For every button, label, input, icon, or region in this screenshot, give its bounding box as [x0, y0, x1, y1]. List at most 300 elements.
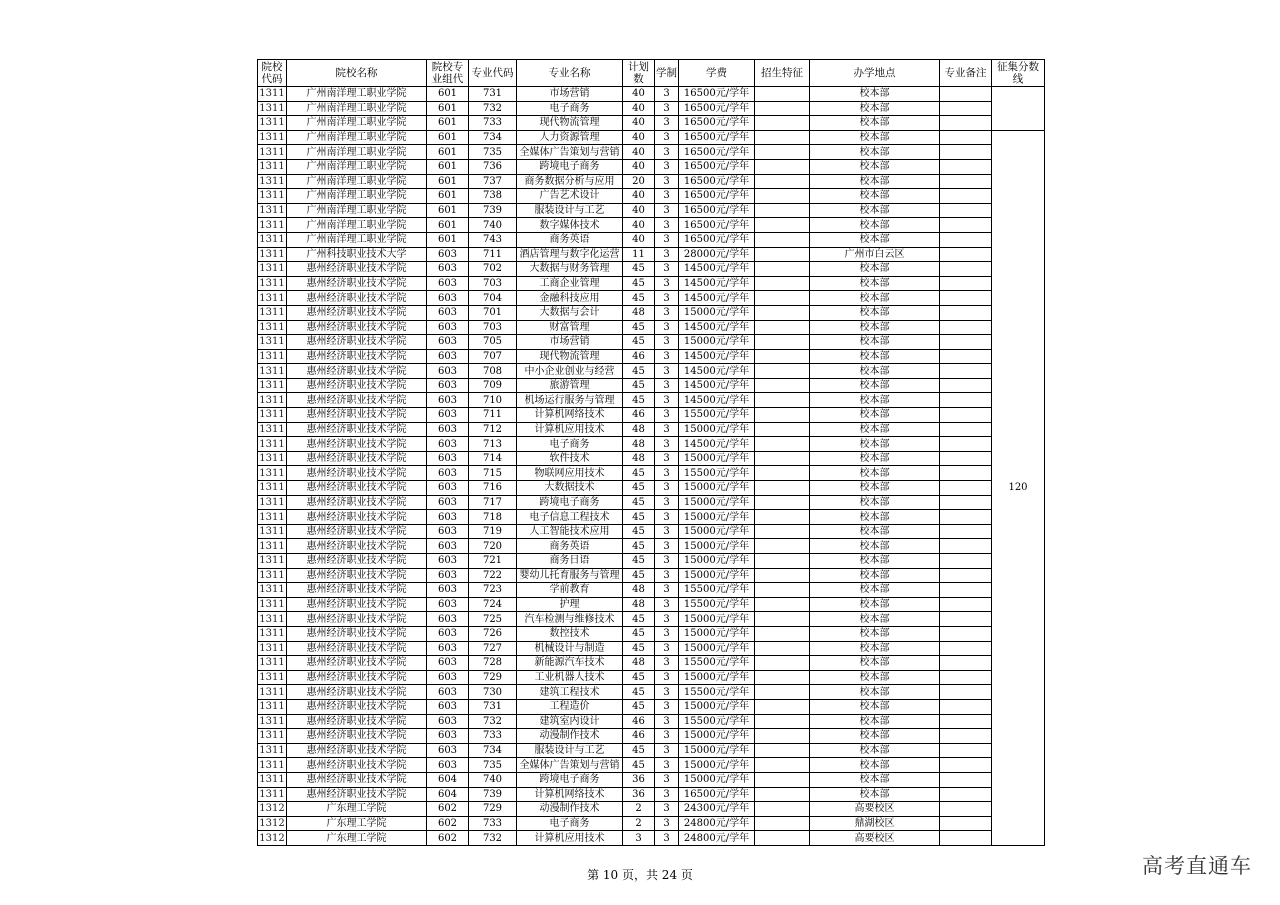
major-note-cell [940, 466, 992, 481]
major-code-cell: 722 [469, 568, 517, 583]
major-name-cell: 全媒体广告策划与营销 [517, 758, 623, 773]
major-name-cell: 数控技术 [517, 626, 623, 641]
duration-cell: 3 [655, 305, 679, 320]
school-name-cell: 广州科技职业技术大学 [287, 247, 427, 262]
group-code-cell: 603 [427, 612, 469, 627]
plan-count-cell: 3 [623, 831, 655, 846]
major-note-cell [940, 802, 992, 817]
major-code-cell: 711 [469, 247, 517, 262]
campus-cell: 校本部 [810, 378, 940, 393]
school-code-cell: 1311 [259, 686, 285, 698]
major-note-cell [940, 568, 992, 583]
enroll-feature-cell [755, 130, 810, 145]
table-row [258, 320, 1045, 335]
tuition-cell: 15000元/学年 [679, 335, 755, 350]
major-note-cell [940, 758, 992, 773]
campus-cell: 校本部 [810, 291, 940, 306]
major-name-cell: 机械设计与制造 [517, 641, 623, 656]
tuition-cell: 16500元/学年 [679, 130, 755, 145]
group-code-cell: 603 [427, 510, 469, 525]
school-code-cell: 1311 [259, 132, 285, 144]
major-name-cell: 工商企业管理 [517, 276, 623, 291]
campus-cell: 校本部 [810, 335, 940, 350]
table-row [258, 101, 1045, 116]
duration-cell: 3 [655, 510, 679, 525]
campus-cell: 校本部 [810, 87, 940, 102]
major-code-cell: 729 [469, 802, 517, 817]
duration-cell: 3 [655, 378, 679, 393]
school-code-cell: 1311 [259, 788, 285, 800]
table-row [258, 130, 1045, 145]
plan-count-cell: 45 [623, 495, 655, 510]
school-name-cell: 惠州经济职业技术学院 [287, 408, 427, 423]
major-code-cell: 709 [469, 378, 517, 393]
duration-cell: 3 [655, 247, 679, 262]
table-row [258, 510, 1045, 525]
school-code-cell: 1311 [259, 438, 285, 450]
tuition-cell: 15000元/学年 [679, 641, 755, 656]
plan-count-cell: 40 [623, 203, 655, 218]
major-name-cell: 财富管理 [517, 320, 623, 335]
campus-cell: 校本部 [810, 364, 940, 379]
major-code-cell: 736 [469, 159, 517, 174]
school-code-cell: 1312 [259, 817, 285, 829]
group-code-cell: 603 [427, 568, 469, 583]
enroll-feature-cell [755, 408, 810, 423]
school-code-cell: 1311 [259, 380, 285, 392]
enroll-feature-cell [755, 276, 810, 291]
major-code-cell: 705 [469, 335, 517, 350]
enroll-feature-cell [755, 349, 810, 364]
major-note-cell [940, 641, 992, 656]
plan-count-cell: 40 [623, 101, 655, 116]
campus-cell: 校本部 [810, 203, 940, 218]
group-code-cell: 601 [427, 130, 469, 145]
school-name-cell: 广州南洋理工职业学院 [287, 145, 427, 160]
group-code-cell: 603 [427, 466, 469, 481]
major-note-cell [940, 364, 992, 379]
school-code-cell: 1311 [259, 394, 285, 406]
major-name-cell: 动漫制作技术 [517, 729, 623, 744]
campus-cell: 校本部 [810, 539, 940, 554]
major-code-cell: 717 [469, 495, 517, 510]
enroll-feature-cell [755, 758, 810, 773]
school-code-cell: 1311 [259, 628, 285, 640]
enroll-feature-cell [755, 101, 810, 116]
campus-cell: 广州市白云区 [810, 247, 940, 262]
group-code-cell: 601 [427, 87, 469, 102]
campus-cell: 校本部 [810, 116, 940, 131]
major-code-cell: 726 [469, 626, 517, 641]
plan-count-cell: 40 [623, 218, 655, 233]
column-header: 专业代码 [469, 60, 517, 87]
campus-cell: 校本部 [810, 393, 940, 408]
major-note-cell [940, 159, 992, 174]
major-name-cell: 商务英语 [517, 539, 623, 554]
duration-cell: 3 [655, 641, 679, 656]
duration-cell: 3 [655, 349, 679, 364]
tuition-cell: 15000元/学年 [679, 451, 755, 466]
enroll-feature-cell [755, 247, 810, 262]
major-code-cell: 733 [469, 116, 517, 131]
school-code-cell: 1311 [259, 482, 285, 494]
group-code-cell: 603 [427, 583, 469, 598]
tuition-cell: 24800元/学年 [679, 816, 755, 831]
group-code-cell: 601 [427, 189, 469, 204]
major-note-cell [940, 524, 992, 539]
duration-cell: 3 [655, 87, 679, 102]
major-note-cell [940, 203, 992, 218]
table-row [258, 189, 1045, 204]
plan-count-cell: 40 [623, 87, 655, 102]
enroll-feature-cell [755, 481, 810, 496]
school-name-cell: 惠州经济职业技术学院 [287, 466, 427, 481]
duration-cell: 3 [655, 524, 679, 539]
page-number: 第 10 页，共 24 页 [587, 868, 693, 882]
school-name-cell: 惠州经济职业技术学院 [287, 699, 427, 714]
major-note-cell [940, 583, 992, 598]
school-name-cell: 惠州经济职业技术学院 [287, 626, 427, 641]
table-row [258, 743, 1045, 758]
school-name-cell: 惠州经济职业技术学院 [287, 481, 427, 496]
major-note-cell [940, 218, 992, 233]
major-name-cell: 新能源汽车技术 [517, 656, 623, 671]
major-code-cell: 725 [469, 612, 517, 627]
table-row [258, 422, 1045, 437]
major-code-cell: 737 [469, 174, 517, 189]
school-name-cell: 广州南洋理工职业学院 [287, 101, 427, 116]
tuition-cell: 16500元/学年 [679, 101, 755, 116]
group-code-cell: 603 [427, 364, 469, 379]
campus-cell: 鼎湖校区 [810, 816, 940, 831]
school-name-cell: 惠州经济职业技术学院 [287, 524, 427, 539]
campus-cell: 校本部 [810, 189, 940, 204]
duration-cell: 3 [655, 262, 679, 277]
major-name-cell: 中小企业创业与经营 [517, 364, 623, 379]
school-code-cell: 1311 [259, 278, 285, 290]
major-code-cell: 732 [469, 714, 517, 729]
tuition-cell: 15000元/学年 [679, 422, 755, 437]
school-code-cell: 1311 [259, 759, 285, 771]
table-row [258, 539, 1045, 554]
group-code-cell: 603 [427, 247, 469, 262]
min-score-cell [992, 87, 1045, 131]
enroll-feature-cell [755, 218, 810, 233]
school-code-cell: 1311 [259, 730, 285, 742]
tuition-cell: 16500元/学年 [679, 87, 755, 102]
duration-cell: 3 [655, 495, 679, 510]
school-code-cell: 1311 [259, 613, 285, 625]
enroll-feature-cell [755, 291, 810, 306]
school-name-cell: 广州南洋理工职业学院 [287, 203, 427, 218]
tuition-cell: 15500元/学年 [679, 685, 755, 700]
major-code-cell: 739 [469, 787, 517, 802]
major-code-cell: 733 [469, 816, 517, 831]
duration-cell: 3 [655, 291, 679, 306]
enroll-feature-cell [755, 145, 810, 160]
plan-count-cell: 40 [623, 232, 655, 247]
campus-cell: 校本部 [810, 787, 940, 802]
major-name-cell: 电子商务 [517, 437, 623, 452]
table-row [258, 641, 1045, 656]
group-code-cell: 603 [427, 539, 469, 554]
table-row [258, 408, 1045, 423]
group-code-cell: 603 [427, 685, 469, 700]
group-code-cell: 603 [427, 349, 469, 364]
major-code-cell: 703 [469, 320, 517, 335]
campus-cell: 校本部 [810, 670, 940, 685]
school-code-cell: 1311 [259, 540, 285, 552]
group-code-cell: 603 [427, 699, 469, 714]
school-name-cell: 惠州经济职业技术学院 [287, 364, 427, 379]
column-header: 计划数 [623, 60, 655, 87]
table-row [258, 145, 1045, 160]
major-note-cell [940, 87, 992, 102]
table-row [258, 656, 1045, 671]
tuition-cell: 15000元/学年 [679, 495, 755, 510]
table-row [258, 699, 1045, 714]
major-note-cell [940, 787, 992, 802]
group-code-cell: 603 [427, 495, 469, 510]
school-code-cell: 1311 [259, 672, 285, 684]
major-name-cell: 跨境电子商务 [517, 495, 623, 510]
school-name-cell: 广州南洋理工职业学院 [287, 232, 427, 247]
plan-count-cell: 45 [623, 524, 655, 539]
plan-count-cell: 48 [623, 422, 655, 437]
major-note-cell [940, 451, 992, 466]
school-code-cell: 1311 [259, 745, 285, 757]
table-row [258, 758, 1045, 773]
major-code-cell: 735 [469, 145, 517, 160]
tuition-cell: 15000元/学年 [679, 758, 755, 773]
duration-cell: 3 [655, 554, 679, 569]
table-row [258, 305, 1045, 320]
plan-count-cell: 40 [623, 116, 655, 131]
duration-cell: 3 [655, 714, 679, 729]
tuition-cell: 16500元/学年 [679, 189, 755, 204]
tuition-cell: 15000元/学年 [679, 539, 755, 554]
major-name-cell: 服装设计与工艺 [517, 203, 623, 218]
enroll-feature-cell [755, 87, 810, 102]
duration-cell: 3 [655, 772, 679, 787]
table-row [258, 787, 1045, 802]
major-note-cell [940, 437, 992, 452]
major-note-cell [940, 276, 992, 291]
tuition-cell: 15500元/学年 [679, 656, 755, 671]
major-code-cell: 716 [469, 481, 517, 496]
table-row [258, 262, 1045, 277]
duration-cell: 3 [655, 597, 679, 612]
tuition-cell: 14500元/学年 [679, 364, 755, 379]
major-note-cell [940, 597, 992, 612]
major-name-cell: 物联网应用技术 [517, 466, 623, 481]
school-code-cell: 1311 [259, 701, 285, 713]
enroll-feature-cell [755, 364, 810, 379]
campus-cell: 校本部 [810, 656, 940, 671]
school-name-cell: 惠州经济职业技术学院 [287, 393, 427, 408]
duration-cell: 3 [655, 758, 679, 773]
table-row [258, 802, 1045, 817]
enroll-feature-cell [755, 539, 810, 554]
enroll-feature-cell [755, 189, 810, 204]
group-code-cell: 601 [427, 232, 469, 247]
major-note-cell [940, 612, 992, 627]
major-name-cell: 汽车检测与维修技术 [517, 612, 623, 627]
campus-cell: 校本部 [810, 101, 940, 116]
major-note-cell [940, 714, 992, 729]
major-name-cell: 大数据与会计 [517, 305, 623, 320]
campus-cell: 校本部 [810, 641, 940, 656]
duration-cell: 3 [655, 656, 679, 671]
campus-cell: 校本部 [810, 743, 940, 758]
table-row [258, 364, 1045, 379]
campus-cell: 校本部 [810, 524, 940, 539]
major-name-cell: 现代物流管理 [517, 349, 623, 364]
duration-cell: 3 [655, 408, 679, 423]
campus-cell: 校本部 [810, 583, 940, 598]
tuition-cell: 15000元/学年 [679, 554, 755, 569]
duration-cell: 3 [655, 612, 679, 627]
group-code-cell: 603 [427, 626, 469, 641]
major-name-cell: 金融科技应用 [517, 291, 623, 306]
major-code-cell: 738 [469, 189, 517, 204]
school-name-cell: 广东理工学院 [287, 816, 427, 831]
campus-cell: 校本部 [810, 218, 940, 233]
school-code-cell: 1311 [259, 511, 285, 523]
major-code-cell: 728 [469, 656, 517, 671]
plan-count-cell: 45 [623, 291, 655, 306]
major-name-cell: 建筑工程技术 [517, 685, 623, 700]
plan-count-cell: 45 [623, 466, 655, 481]
school-name-cell: 惠州经济职业技术学院 [287, 349, 427, 364]
major-name-cell: 全媒体广告策划与营销 [517, 145, 623, 160]
major-name-cell: 大数据与财务管理 [517, 262, 623, 277]
tuition-cell: 16500元/学年 [679, 232, 755, 247]
tuition-cell: 24300元/学年 [679, 802, 755, 817]
enroll-feature-cell [755, 626, 810, 641]
major-note-cell [940, 408, 992, 423]
major-note-cell [940, 262, 992, 277]
major-code-cell: 720 [469, 539, 517, 554]
plan-count-cell: 36 [623, 772, 655, 787]
column-header: 学制 [655, 60, 679, 87]
duration-cell: 3 [655, 393, 679, 408]
plan-count-cell: 20 [623, 174, 655, 189]
table-row [258, 685, 1045, 700]
school-name-cell: 惠州经济职业技术学院 [287, 422, 427, 437]
enroll-feature-cell [755, 466, 810, 481]
tuition-cell: 16500元/学年 [679, 218, 755, 233]
major-name-cell: 学前教育 [517, 583, 623, 598]
school-name-cell: 广州南洋理工职业学院 [287, 116, 427, 131]
tuition-cell: 15500元/学年 [679, 583, 755, 598]
major-code-cell: 715 [469, 466, 517, 481]
table-row [258, 495, 1045, 510]
school-code-cell: 1311 [259, 248, 285, 260]
table-row [258, 218, 1045, 233]
campus-cell: 校本部 [810, 408, 940, 423]
group-code-cell: 603 [427, 670, 469, 685]
column-header: 专业备注 [940, 60, 992, 87]
group-code-cell: 601 [427, 159, 469, 174]
plan-count-cell: 2 [623, 802, 655, 817]
enroll-feature-cell [755, 320, 810, 335]
duration-cell: 3 [655, 466, 679, 481]
tuition-cell: 14500元/学年 [679, 291, 755, 306]
group-code-cell: 604 [427, 787, 469, 802]
group-code-cell: 603 [427, 758, 469, 773]
enroll-feature-cell [755, 670, 810, 685]
column-header: 院校名称 [287, 60, 427, 87]
plan-count-cell: 45 [623, 758, 655, 773]
duration-cell: 3 [655, 174, 679, 189]
school-code-cell: 1311 [259, 599, 285, 611]
major-code-cell: 703 [469, 276, 517, 291]
tuition-cell: 15000元/学年 [679, 626, 755, 641]
major-note-cell [940, 699, 992, 714]
major-note-cell [940, 495, 992, 510]
tuition-cell: 15000元/学年 [679, 743, 755, 758]
table-row [258, 349, 1045, 364]
enroll-feature-cell [755, 262, 810, 277]
column-header: 学费 [679, 60, 755, 87]
plan-count-cell: 46 [623, 349, 655, 364]
school-name-cell: 惠州经济职业技术学院 [287, 276, 427, 291]
duration-cell: 3 [655, 159, 679, 174]
school-name-cell: 惠州经济职业技术学院 [287, 641, 427, 656]
table-row [258, 174, 1045, 189]
plan-count-cell: 48 [623, 656, 655, 671]
major-name-cell: 动漫制作技术 [517, 802, 623, 817]
duration-cell: 3 [655, 816, 679, 831]
enroll-feature-cell [755, 787, 810, 802]
group-code-cell: 603 [427, 554, 469, 569]
enroll-feature-cell [755, 422, 810, 437]
table-row [258, 291, 1045, 306]
school-code-cell: 1311 [259, 219, 285, 231]
enroll-feature-cell [755, 159, 810, 174]
duration-cell: 3 [655, 685, 679, 700]
school-name-cell: 惠州经济职业技术学院 [287, 612, 427, 627]
plan-count-cell: 45 [623, 568, 655, 583]
duration-cell: 3 [655, 787, 679, 802]
major-code-cell: 740 [469, 772, 517, 787]
group-code-cell: 603 [427, 597, 469, 612]
duration-cell: 3 [655, 743, 679, 758]
campus-cell: 校本部 [810, 130, 940, 145]
major-name-cell: 软件技术 [517, 451, 623, 466]
campus-cell: 校本部 [810, 174, 940, 189]
school-code-cell: 1311 [259, 102, 285, 114]
campus-cell: 校本部 [810, 159, 940, 174]
campus-cell: 校本部 [810, 714, 940, 729]
school-code-cell: 1311 [259, 292, 285, 304]
school-code-cell: 1311 [259, 234, 285, 246]
school-name-cell: 广州南洋理工职业学院 [287, 189, 427, 204]
school-name-cell: 惠州经济职业技术学院 [287, 772, 427, 787]
campus-cell: 校本部 [810, 510, 940, 525]
enroll-feature-cell [755, 174, 810, 189]
school-code-cell: 1311 [259, 526, 285, 538]
tuition-cell: 15000元/学年 [679, 305, 755, 320]
tuition-cell: 16500元/学年 [679, 116, 755, 131]
school-name-cell: 惠州经济职业技术学院 [287, 685, 427, 700]
table-row [258, 232, 1045, 247]
major-code-cell: 724 [469, 597, 517, 612]
major-name-cell: 人工智能技术应用 [517, 524, 623, 539]
table-row [258, 378, 1045, 393]
enroll-feature-cell [755, 203, 810, 218]
